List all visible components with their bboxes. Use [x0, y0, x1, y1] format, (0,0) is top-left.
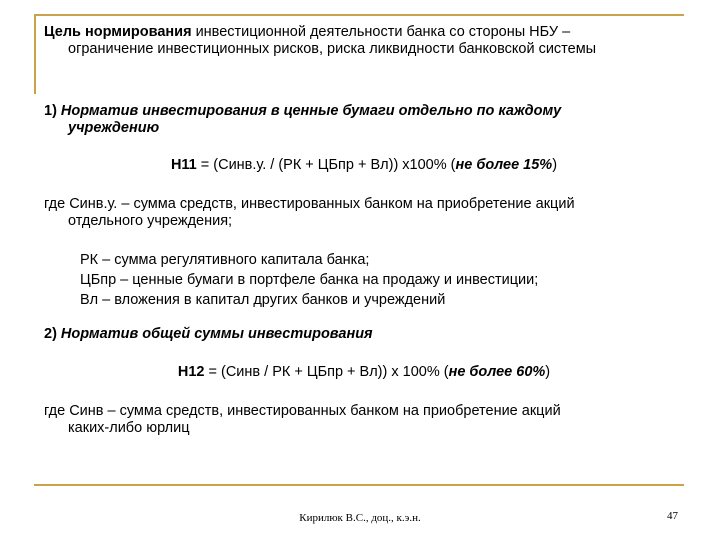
norm2-heading-text: Норматив общей суммы инвестирования — [60, 326, 373, 342]
norm2-where — [44, 403, 684, 437]
intro-lead: Цель нормирования — [44, 24, 192, 40]
norm2-formula-code: Н12 — [177, 364, 205, 380]
norm1-heading-line2: учреждению — [68, 120, 160, 136]
norm1-heading-text: Норматив инвестирования в ценные бумаги отдельно по каждому — [60, 103, 562, 119]
bottom-accent-rule — [34, 484, 684, 486]
footer-author: Кирилюк В.С., доц., к.э.н. — [299, 512, 421, 524]
norm1-where-line1: где Синв.у. – сумма средств, инвестированных банком на приобретение акций — [44, 196, 575, 212]
intro-paragraph — [44, 24, 684, 58]
norm2-formula: Н12 = (Синв / РК + ЦБпр + Вл)) x 100% (не более 60%) — [177, 364, 551, 380]
definition-cbpr: ЦБпр – ценные бумаги в портфеле банка на продажу и инвестиции; — [80, 272, 539, 288]
definition-vl: Вл – вложения в капитал других банков и учреждений — [80, 292, 446, 308]
norm1-definitions — [80, 250, 680, 310]
norm2-heading: 2) Норматив общей суммы инвестирования — [44, 326, 373, 342]
norm1-limit: не более 15% — [455, 157, 553, 173]
norm1-formula: Н11 = (Синв.у. / (РК + ЦБпр + Вл)) x100% (не более 15%) — [170, 157, 558, 173]
intro-line2: ограничение инвестиционных рисков, риска ликвидности банковской системы — [68, 41, 597, 57]
norm1-where — [44, 196, 684, 230]
left-accent-rule — [34, 14, 36, 94]
norm2-where-line1: где Синв – сумма средств, инвестированных банком на приобретение акций — [44, 403, 561, 419]
norm2-where-line2: каких-либо юрлиц — [68, 420, 190, 436]
intro-rest: инвестиционной деятельности банка со стороны НБУ – — [191, 24, 571, 40]
top-accent-rule — [34, 14, 684, 16]
page-number: 47 — [667, 510, 678, 522]
definition-rk: РК – сумма регулятивного капитала банка; — [80, 252, 370, 268]
norm1-where-line2: отдельного учреждения; — [68, 213, 233, 229]
norm1-formula-code: Н11 — [170, 157, 197, 173]
norm1-heading: 1) Норматив инвестирования в ценные бумаги отдельно по каждому учреждению — [44, 103, 684, 137]
norm2-limit: не более 60% — [448, 364, 546, 380]
